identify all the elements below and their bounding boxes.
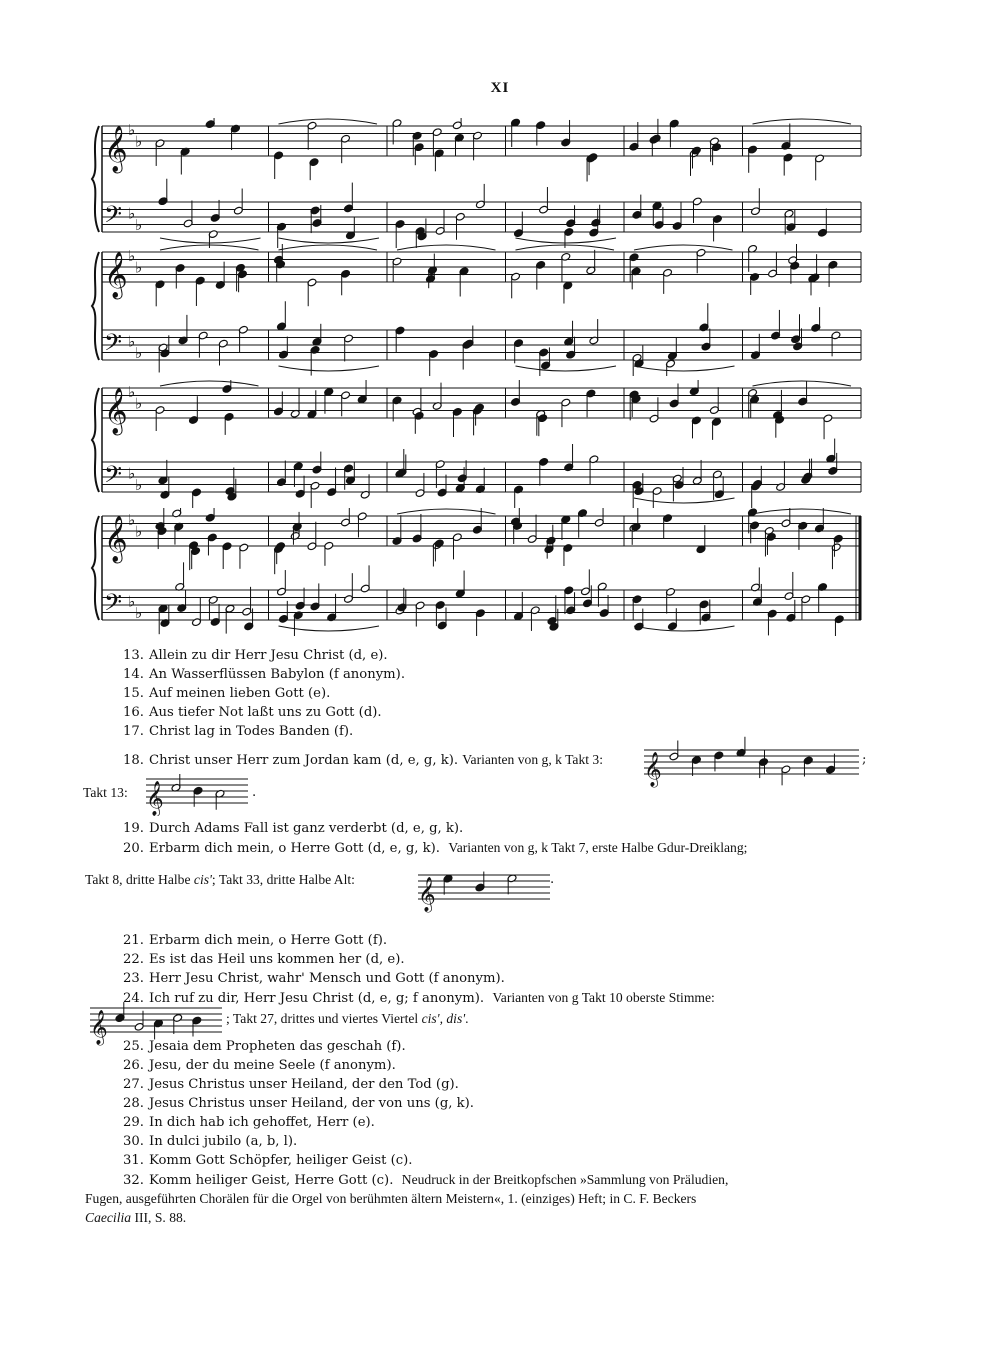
list-item: 25. Jesaia dem Propheten das geschah (f). [123, 1039, 406, 1054]
list-item-continuation: Caecilia III, S. 88. [85, 1210, 187, 1225]
flat-icon: ♭ [128, 204, 136, 223]
list-item-note: ; [862, 752, 867, 767]
brace [92, 252, 99, 360]
slur [279, 119, 378, 124]
bass-clef-icon: 𝄢 [104, 588, 123, 622]
list-item: 18. Christ unser Herr zum Jordan kam (d, e, g, k). Varianten von g, k Takt 3: [123, 752, 603, 768]
music-system-4 [88, 508, 863, 636]
treble-clef-icon: 𝄞 [104, 516, 128, 562]
list-item: 14. An Wasserflüssen Babylon (f anonym). [123, 667, 406, 682]
list-item: 27. Jesus Christus unser Heiland, der den Tod (g). [123, 1077, 459, 1092]
slur [279, 245, 378, 250]
slur [753, 509, 852, 514]
music-system-1 [88, 118, 863, 248]
list-item: 17. Christ lag in Todes Banden (f). [123, 724, 354, 739]
flat-icon: ♭ [135, 258, 143, 277]
flat-icon: ♭ [135, 394, 143, 413]
treble-clef-icon: 𝄞 [644, 752, 662, 787]
slur [753, 119, 852, 124]
flat-icon: ♭ [128, 383, 136, 401]
list-item: 15. Auf meinen lieben Gott (e). [123, 686, 331, 701]
list-item: 32. Komm heiliger Geist, Herre Gott (c). Neudruck in der Breitkopfschen »Sammlung von Präludien, [123, 1172, 729, 1188]
treble-clef-icon: 𝄞 [104, 126, 128, 172]
bass-clef-icon: 𝄢 [104, 200, 123, 234]
treble-clef-icon: 𝄞 [90, 1010, 108, 1045]
slur [516, 245, 615, 250]
slur [279, 626, 380, 631]
list-item-continuation: Takt 8, dritte Halbe cis'; Takt 33, dritte Halbe Alt: [85, 872, 355, 887]
slur [279, 366, 380, 371]
flat-icon: ♭ [128, 121, 136, 139]
flat-icon: ♭ [135, 522, 143, 541]
music-example [142, 774, 254, 822]
slur [397, 245, 496, 250]
page-number: XI [490, 80, 510, 96]
music-system-2 [88, 244, 863, 376]
list-item: 26. Jesu, der du meine Seele (f anonym). [123, 1058, 396, 1073]
treble-clef-icon: 𝄞 [104, 252, 128, 298]
slur [516, 238, 617, 243]
list-item: 20. Erbarm dich mein, o Herre Gott (d, e, g, k). Varianten von g, k Takt 7, erste Halbe Gdur-Dreiklang; [123, 840, 748, 856]
slur [279, 238, 380, 243]
list-item: 19. Durch Adams Fall ist ganz verderbt (d, e, g, k). [123, 821, 464, 836]
slur [753, 381, 852, 386]
slur [634, 366, 735, 371]
slur [160, 381, 259, 386]
list-item: 31. Komm Gott Schöpfer, heiliger Geist (c). [123, 1153, 413, 1168]
list-item-continuation: Fugen, ausgeführten Chorälen für die Orgel von berühmten ältern Meistern«, 1. (einziges) Heft; in C. F. Beckers [85, 1191, 697, 1206]
brace [92, 126, 99, 232]
slur [516, 366, 617, 371]
list-item: 24. Ich ruf zu dir, Herr Jesu Christ (d, e, g; f anonym). Varianten von g Takt 10 oberste Stimme: [123, 990, 715, 1006]
slur [634, 498, 735, 503]
flat-icon: ♭ [135, 215, 143, 234]
flat-icon: ♭ [135, 343, 143, 362]
treble-clef-icon: 𝄞 [104, 388, 128, 434]
list-item: 13. Allein zu dir Herr Jesu Christ (d, e). [123, 648, 388, 663]
music-example [414, 856, 556, 932]
bass-clef-icon: 𝄢 [104, 328, 123, 362]
flat-icon: ♭ [128, 332, 136, 351]
flat-icon: ♭ [128, 247, 136, 265]
list-item: 28. Jesus Christus unser Heiland, der von uns (g, k). [123, 1096, 474, 1111]
list-item: 21. Erbarm dich mein, o Herre Gott (f). [123, 933, 388, 948]
brace [92, 388, 99, 492]
list-item: 30. In dulci jubilo (a, b, l). [123, 1134, 298, 1149]
list-item-continuation: Takt 13: [83, 785, 128, 800]
treble-clef-icon: 𝄞 [418, 877, 436, 912]
flat-icon: ♭ [135, 603, 143, 622]
slur [160, 245, 259, 250]
music-example [640, 736, 865, 802]
flat-icon: ♭ [135, 132, 143, 151]
slur [160, 238, 261, 243]
flat-icon: ♭ [135, 475, 143, 494]
list-item: 16. Aus tiefer Not laßt uns zu Gott (d). [123, 705, 382, 720]
music-system-3 [88, 380, 863, 508]
bass-clef-icon: 𝄢 [104, 460, 123, 494]
treble-clef-icon: 𝄞 [146, 781, 164, 816]
list-item: 29. In dich hab ich gehoffet, Herr (e). [123, 1115, 375, 1130]
brace [92, 516, 99, 620]
list-item-continuation: ; Takt 27, drittes und viertes Viertel cis', dis'. [226, 1011, 469, 1026]
list-item: 22. Es ist das Heil uns kommen her (d, e). [123, 952, 405, 967]
flat-icon: ♭ [128, 592, 136, 611]
slur [634, 626, 735, 631]
flat-icon: ♭ [128, 511, 136, 529]
slur [634, 245, 733, 250]
list-item: 23. Herr Jesu Christ, wahr' Mensch und Gott (f anonym). [123, 971, 505, 986]
flat-icon: ♭ [128, 464, 136, 483]
